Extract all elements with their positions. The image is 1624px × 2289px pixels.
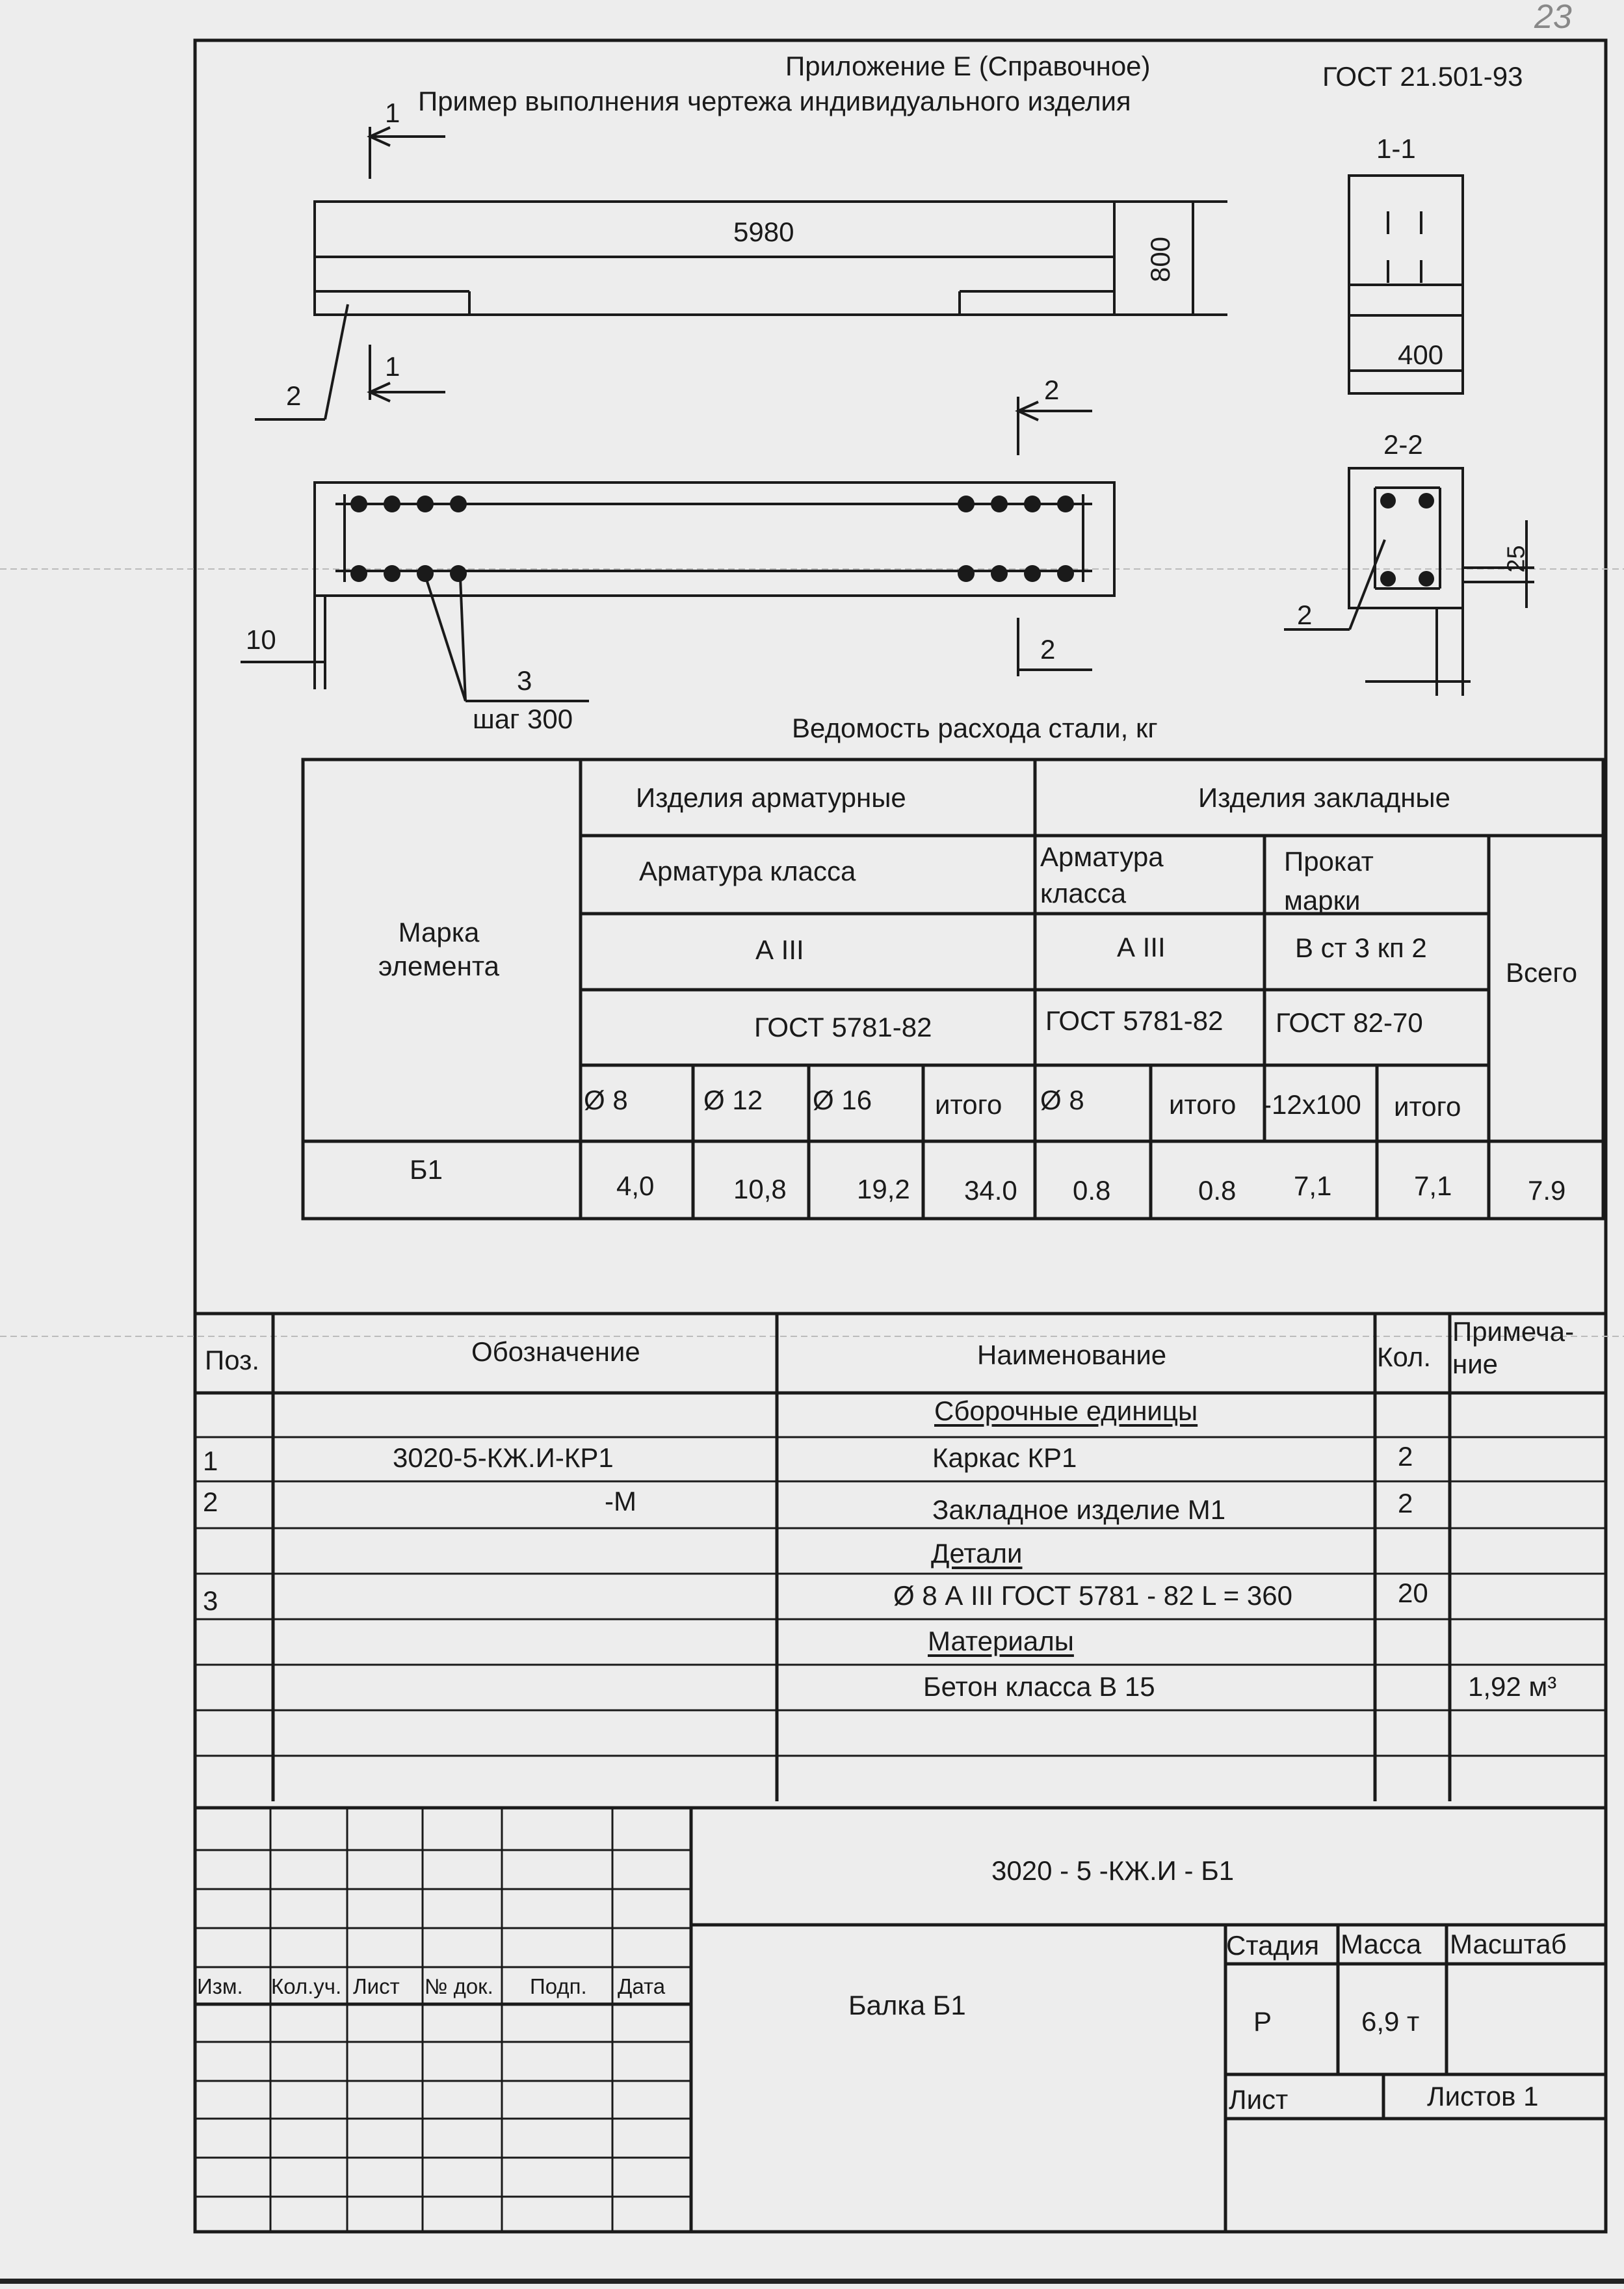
spec-row-name: Бетон класса В 15: [923, 1671, 1155, 1702]
mass-value: 6,9 т: [1361, 2006, 1420, 2037]
section-1-title: 1-1: [1376, 133, 1416, 164]
spec-row-designation: 3020-5-КЖ.И-КР1: [393, 1442, 614, 1473]
stage-label: Стадия: [1226, 1930, 1320, 1961]
sheet-label: Лист: [1229, 2084, 1289, 2115]
val-plate: 7,1: [1294, 1171, 1332, 1201]
tb-col-izm: Изм.: [197, 1974, 243, 1998]
col-plate-total: итого: [1394, 1091, 1461, 1122]
beam-elevation: [255, 127, 1227, 419]
section-2-2: [1284, 468, 1534, 696]
row-mark: Б1: [410, 1154, 443, 1185]
spec-row-name: Материалы: [928, 1626, 1074, 1656]
cut-2-bottom-label: 2: [1040, 634, 1056, 665]
spec-row-name: Сборочные единицы: [934, 1396, 1198, 1426]
val-emb-d8: 0.8: [1073, 1175, 1111, 1206]
spec-row-qty: 2: [1398, 1488, 1413, 1518]
gost-embedded-rebar: ГОСТ 5781-82: [1045, 1005, 1224, 1036]
gost-rebar: ГОСТ 5781-82: [754, 1012, 932, 1042]
val-total: 7.9: [1528, 1175, 1566, 1206]
val-plate-total: 7,1: [1414, 1171, 1452, 1201]
val-d8: 4,0: [616, 1171, 655, 1201]
reinforcement-plan: [241, 397, 1114, 701]
tb-col-sign: Подп.: [530, 1974, 587, 1998]
sheet-frame: [195, 40, 1606, 2232]
mark-header: Марка элемента: [378, 917, 499, 981]
mass-label: Масса: [1341, 1929, 1422, 1959]
col-rebar-total: итого: [935, 1089, 1002, 1120]
val-d16: 19,2: [857, 1174, 910, 1204]
spec-pos-header: Поз.: [205, 1345, 259, 1375]
steel-table-grid: [303, 760, 1603, 1219]
spec-qty-header: Кол.: [1377, 1342, 1432, 1372]
tb-col-list: Лист: [353, 1974, 400, 1998]
steel-table-caption: Ведомость расхода стали, кг: [792, 713, 1158, 743]
embedded-rebar-class-header: Арматура класса: [1040, 841, 1164, 908]
rolled-steel-header: Прокат марки: [1284, 846, 1374, 916]
length-dimension: 5980: [733, 217, 794, 247]
tb-col-date: Дата: [618, 1974, 666, 1998]
steel-grade: В ст 3 кп 2: [1295, 933, 1427, 963]
spec-row-name: Каркас КР1: [932, 1442, 1077, 1473]
embedded-class-a3: А III: [1117, 932, 1166, 962]
section-1-width: 400: [1398, 339, 1444, 370]
spec-row-name: Закладное изделие М1: [932, 1494, 1226, 1525]
spec-row-qty: 20: [1398, 1578, 1428, 1608]
scale-label: Масштаб: [1450, 1929, 1567, 1959]
embedded-products-header: Изделия закладные: [1198, 782, 1450, 813]
tb-col-doc: № док.: [425, 1974, 493, 1998]
rebar-class-a3: А III: [755, 934, 804, 965]
spec-note-header: Примеча-ние: [1452, 1316, 1575, 1379]
spec-table-grid: [195, 1314, 1606, 1801]
gost-rolled: ГОСТ 82-70: [1276, 1007, 1423, 1038]
item-name: Балка Б1: [848, 1990, 966, 2020]
col-plate: -12х100: [1263, 1089, 1361, 1120]
standard-code: ГОСТ 21.501-93: [1322, 61, 1523, 92]
spec-name-header: Наименование: [977, 1340, 1167, 1370]
col-d8: Ø 8: [584, 1085, 628, 1115]
rebar-class-header: Арматура класса: [639, 856, 856, 886]
val-d12: 10,8: [733, 1174, 787, 1204]
spec-row-pos: 3: [203, 1585, 218, 1616]
spec-row-qty: 2: [1398, 1441, 1413, 1472]
step-label: шаг 300: [473, 704, 573, 734]
spec-row-pos: 1: [203, 1446, 218, 1476]
cut-1-bottom-label: 1: [385, 351, 400, 382]
spec-row-name: Детали: [931, 1538, 1023, 1568]
total-header: Всего: [1506, 957, 1578, 988]
cut-1-top-label: 1: [385, 98, 400, 128]
col-emb-d8: Ø 8: [1040, 1085, 1084, 1115]
col-d16: Ø 16: [813, 1085, 872, 1115]
dim-10-label: 10: [246, 624, 276, 655]
sheets-count: Листов 1: [1427, 2081, 1539, 2111]
col-emb-total: итого: [1169, 1089, 1237, 1120]
section-2-title: 2-2: [1383, 429, 1423, 460]
spec-row-designation: -М: [605, 1486, 636, 1516]
rebar-products-header: Изделия арматурные: [636, 782, 906, 813]
val-emb-total: 0.8: [1198, 1175, 1237, 1206]
drawing-title: Пример выполнения чертежа индивидуального изделия: [418, 86, 1131, 116]
appendix-label: Приложение Е (Справочное): [785, 51, 1151, 81]
col-d12: Ø 12: [703, 1085, 763, 1115]
page-number: 23: [1534, 0, 1572, 36]
doc-code: 3020 - 5 -КЖ.И - Б1: [991, 1855, 1235, 1886]
spec-row-pos: 2: [203, 1487, 218, 1517]
cut-2-top-label: 2: [1044, 375, 1060, 405]
tb-col-kol: Кол.уч.: [271, 1974, 342, 1998]
spec-row-note: 1,92 м³: [1468, 1671, 1557, 1702]
spec-row-name: Ø 8 А III ГОСТ 5781 - 82 L = 360: [893, 1580, 1292, 1611]
spec-designation-header: Обозначение: [471, 1336, 640, 1367]
dim-25-label: 25: [1502, 545, 1530, 573]
callout-2-label: 2: [286, 380, 302, 411]
callout-3-label: 3: [517, 665, 532, 696]
stage-value: Р: [1253, 2006, 1272, 2037]
section-2-callout: 2: [1297, 600, 1313, 630]
height-dimension: 800: [1145, 236, 1176, 283]
val-rebar-total: 34.0: [964, 1175, 1017, 1206]
